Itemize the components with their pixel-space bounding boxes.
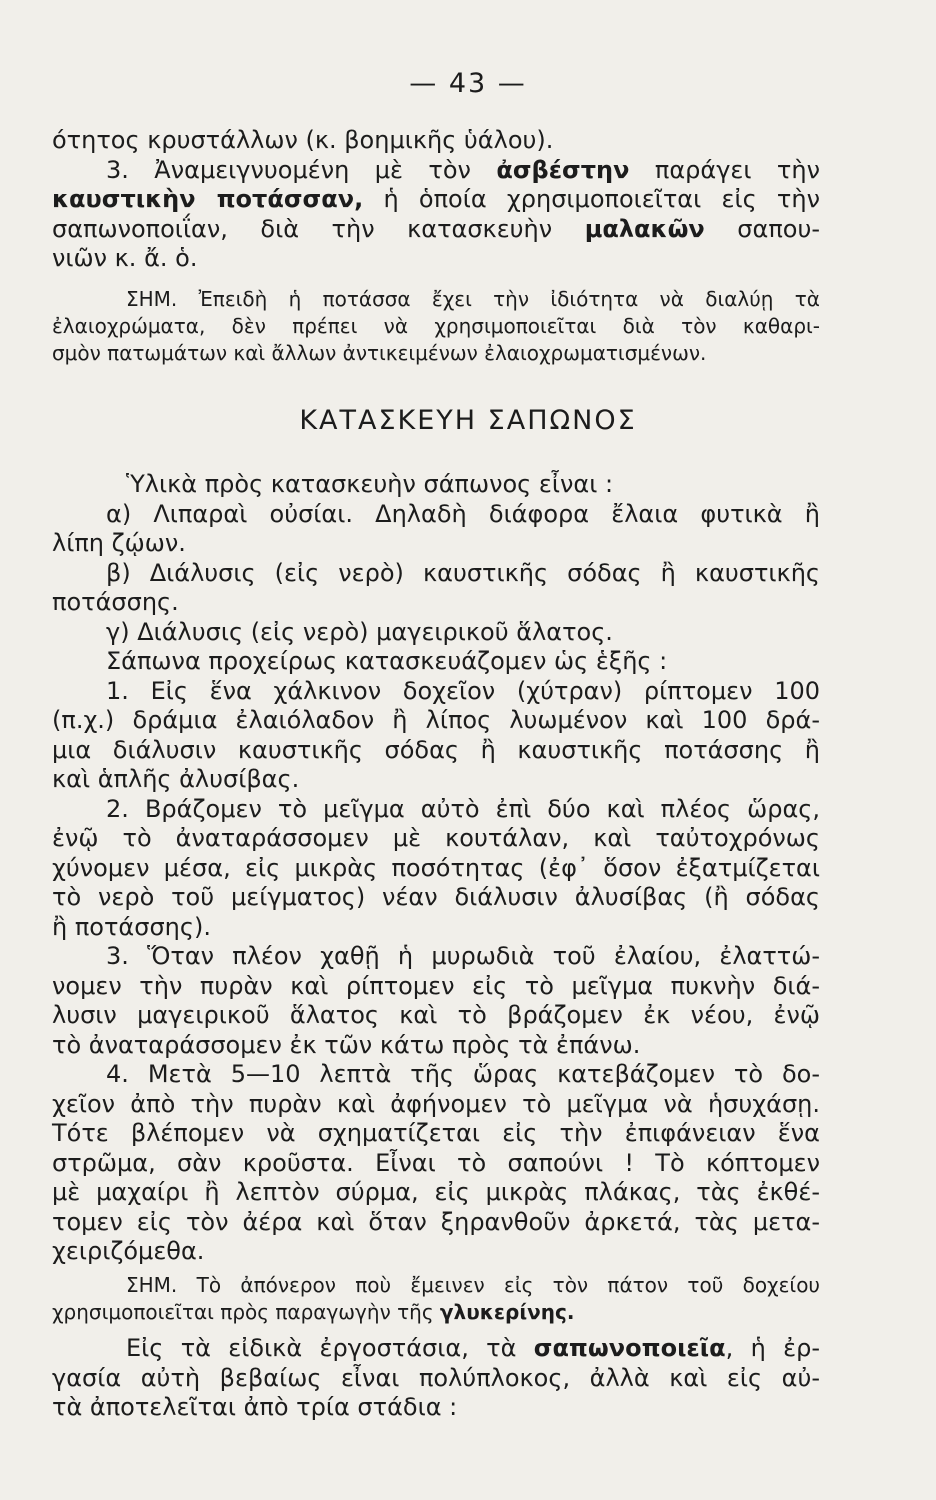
text-line: νομεν τὴν πυρὰν καὶ ρίπτομεν εἰς τὸ μεῖγμα πυκνὴν διά- bbox=[52, 971, 820, 1000]
emphasis-asbestin: ἀσβέστην bbox=[496, 155, 630, 184]
note-line: ΣΗΜ. Ἐπειδὴ ἡ ποτάσσα ἔχει τὴν ἰδιότητα νὰ διαλύῃ τὰ bbox=[126, 287, 820, 311]
text-line: χειριζόμεθα. bbox=[52, 1237, 205, 1265]
text-line: τὰ ἀποτελεῖται ἀπὸ τρία στάδια : bbox=[52, 1393, 458, 1421]
emphasis-soap-factories: σαπωνοποιεῖα bbox=[533, 1334, 726, 1362]
note-line: σμὸν πατωμάτων καὶ ἄλλων ἀντικειμένων ἐλαιοχρωματισμένων. bbox=[52, 341, 707, 365]
text-line: γασία αὐτὴ βεβαίως εἶναι πολύπλοκος, ἀλλὰ καὶ εἰς αὐ- bbox=[52, 1363, 820, 1392]
text-line: β) Διάλυσις (εἰς νερὸ) καυστικῆς σόδας ἢ καυστικῆς bbox=[106, 558, 820, 587]
page-number: — 43 — bbox=[409, 68, 527, 99]
note-potash bbox=[52, 286, 820, 367]
text-line: χεῖον ἀπὸ τὴν πυρὰν καὶ ἀφήνομεν τὸ μεῖγμα νὰ ἡσυχάσῃ. bbox=[52, 1089, 820, 1118]
text-line: (π.χ.) δράμια ἐλαιόλαδον ἢ λίπος λυωμένον καὶ 100 δρά- bbox=[52, 706, 820, 734]
paragraph-potash bbox=[52, 126, 820, 274]
text-line: 3. Ὅταν πλέον χαθῇ ἡ μυρωδιὰ τοῦ ἐλαίου, ἐλαττώ- bbox=[106, 942, 820, 970]
note-line: χρησιμοποιεῖται πρὸς παραγωγὴν τῆς γλυκερίνης. bbox=[52, 1300, 575, 1324]
text-line: τὸ νερὸ τοῦ μείγματος) νέαν διάλυσιν ἀλυσίβας (ἢ σόδας bbox=[52, 883, 820, 911]
text-line: τὸ ἀναταράσσομεν ἐκ τῶν κάτω πρὸς τὰ ἐπάνω. bbox=[52, 1030, 641, 1059]
text-line: ότητος κρυστάλλων (κ. βοημικῆς ὑάλου). bbox=[52, 126, 554, 154]
text-line: 2. Βράζομεν τὸ μεῖγμα αὐτὸ ἐπὶ δύο καὶ πλέος ὥρας, bbox=[106, 794, 820, 823]
text-line: χύνομεν μέσα, εἰς μικρὰς ποσότητας (ἐφ᾿ ὅσον ἐξατμίζεται bbox=[52, 853, 820, 882]
text-line: καυστικὴν ποτάσσαν, ἡ ὁποία χρησιμοποιεῖται εἰς τὴν bbox=[52, 185, 820, 213]
text-line: γ) Διάλυσις (εἰς νερὸ) μαγειρικοῦ ἅλατος. bbox=[106, 617, 613, 646]
text-line: α) Λιπαραὶ οὐσίαι. Δηλαδὴ διάφορα ἔλαια φυτικὰ ἢ bbox=[106, 499, 820, 528]
paragraph-factories bbox=[52, 1334, 820, 1423]
emphasis-soft-soaps: μαλακῶν bbox=[584, 214, 705, 243]
text-line: σαπωνοποιΐαν, διὰ τὴν κατασκευὴν μαλακῶν σαπου- bbox=[52, 214, 820, 243]
text-line: Ὑλικὰ πρὸς κατασκευὴν σάπωνος εἶναι : bbox=[126, 470, 614, 498]
text-line: λίπη ζῴων. bbox=[52, 529, 186, 557]
text-line: 3. Ἀναμειγνυομένη μὲ τὸν ἀσβέστην παράγει τὴν bbox=[106, 155, 820, 184]
note-line: ἐλαιοχρώματα, δὲν πρέπει νὰ χρησιμοποιεῖται διὰ τὸν καθαρι- bbox=[52, 314, 820, 338]
text-line: Τότε βλέπομεν νὰ σχηματίζεται εἰς τὴν ἐπιφάνειαν ἕνα bbox=[52, 1119, 820, 1147]
section-heading: ΚΑΤΑΣΚΕΥΗ ΣΑΠΩΝΟΣ bbox=[299, 405, 637, 436]
text-line: νιῶν κ. ἄ. ὁ. bbox=[52, 244, 198, 272]
note-line: ΣΗΜ. Τὸ ἀπόνερον ποὺ ἔμεινεν εἰς τὸν πάτον τοῦ δοχείου bbox=[126, 1273, 820, 1297]
text-line: 1. Εἰς ἕνα χάλκινον δοχεῖον (χύτραν) ρίπτομεν 100 bbox=[106, 676, 820, 705]
text-line: Εἰς τὰ εἰδικὰ ἐργοστάσια, τὰ σαπωνοποιεῖα, ἡ ἐρ- bbox=[126, 1334, 820, 1362]
emphasis-caustic-potash: καυστικὴν ποτάσσαν, bbox=[52, 185, 364, 213]
section-body bbox=[52, 470, 820, 1267]
text-line: λυσιν μαγειρικοῦ ἅλατος καὶ τὸ βράζομεν ἐκ νέου, ἐνῷ bbox=[52, 1001, 820, 1029]
text-line: ποτάσσης. bbox=[52, 588, 179, 616]
text-line: μια διάλυσιν καυστικῆς σόδας ἢ καυστικῆς ποτάσσης ἢ bbox=[52, 735, 820, 764]
text-line: ἐνῷ τὸ ἀναταράσσομεν μὲ κουτάλαν, καὶ ταὐτοχρόνως bbox=[52, 824, 820, 852]
text-line: στρῶμα, σὰν κροῦστα. Εἶναι τὸ σαπούνι ! Τὸ κόπτομεν bbox=[52, 1148, 820, 1177]
text-line: Σάπωνα προχείρως κατασκευάζομεν ὡς ἑξῆς : bbox=[106, 647, 668, 675]
text-line: ἢ ποτάσσης). bbox=[52, 912, 211, 941]
note-glycerin bbox=[52, 1272, 820, 1326]
text-line: 4. Μετὰ 5—10 λεπτὰ τῆς ὥρας κατεβάζομεν τὸ δο- bbox=[106, 1060, 820, 1088]
text-line: μὲ μαχαίρι ἢ λεπτὸν σύρμα, εἰς μικρὰς πλάκας, τὰς ἐκθέ- bbox=[52, 1178, 820, 1206]
text-line: καὶ ἁπλῆς ἀλυσίβας. bbox=[52, 765, 300, 793]
text-line: τομεν εἰς τὸν ἀέρα καὶ ὅταν ξηρανθοῦν ἀρκετά, τὰς μετα- bbox=[52, 1207, 820, 1236]
emphasis-glycerin: γλυκερίνης. bbox=[439, 1300, 575, 1324]
